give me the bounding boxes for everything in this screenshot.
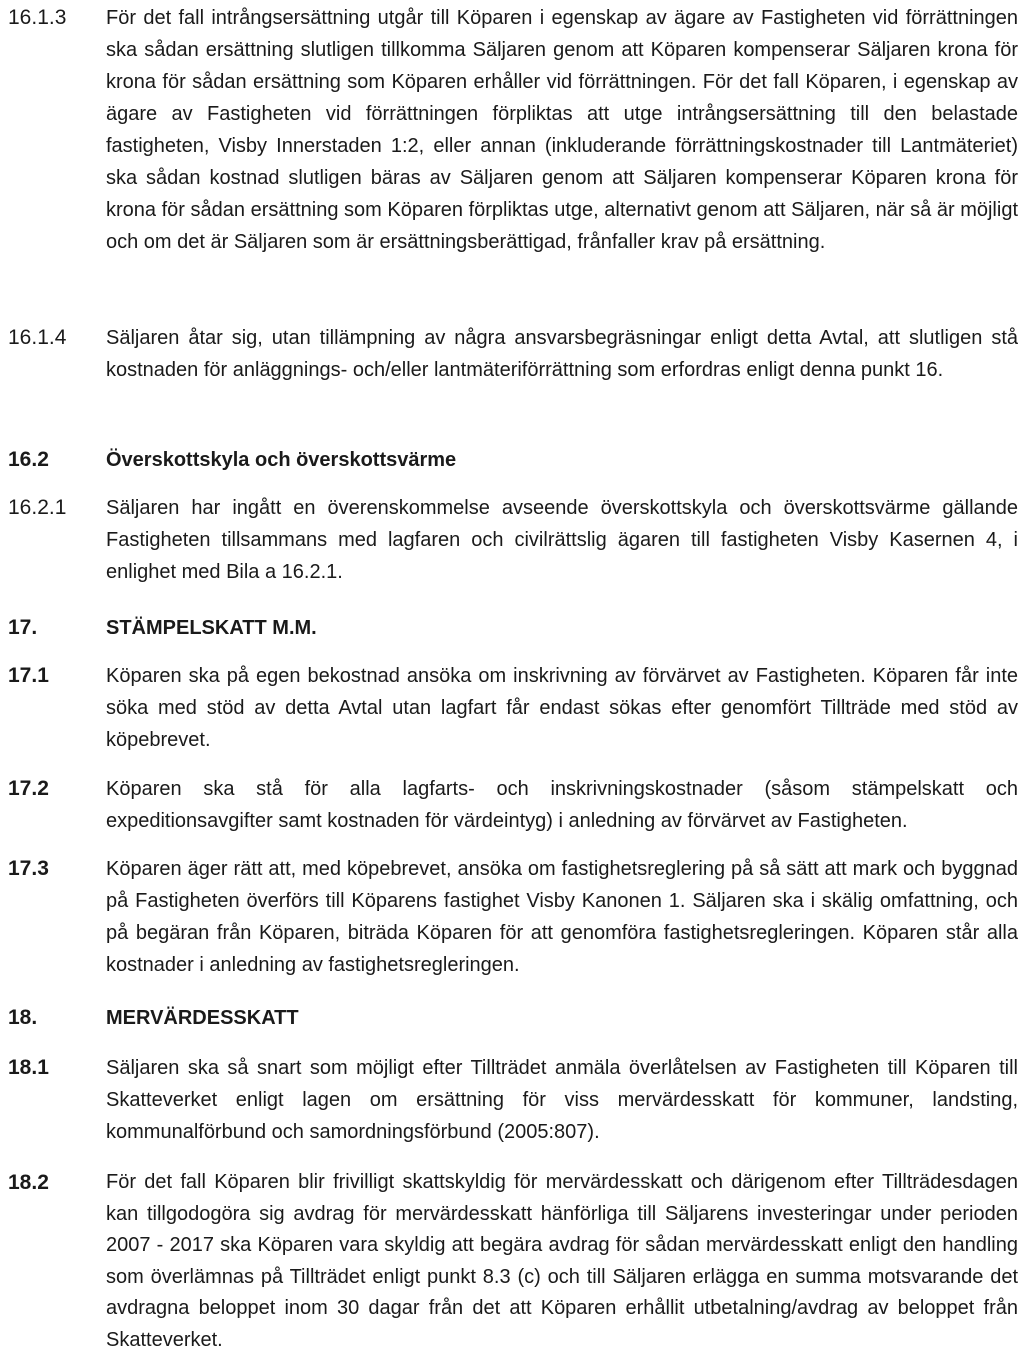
section-text: För det fall Köparen blir frivilligt skattskyldig för mervärdesskatt och därigenom efter Tillträdesdagen kan tillgodogöra sig avdrag för mervärdesskatt hänförliga till Säljarens investeringar under perioden 2007 - 2017 ska Köparen vara skyldig att begära avdrag för sådan mervärdesskatt enligt den handling som överlämnas på Tillträdet enligt punkt 8.3 (c) och till Säljaren erlägga en summa motsvarande det avdragna beloppet inom 30 dagar från det att Köparen erhållit utbetalning/avdrag av beloppet från Skatteverket. [106, 1171, 1018, 1351]
section-number: 17.3 [8, 857, 49, 880]
section-number: 16.2.1 [8, 496, 67, 519]
section-text: Köparen ska på egen bekostnad ansöka om inskrivning av förvärvet av Fastigheten. Köparen får inte söka med stöd av detta Avtal utan lagfart får endast sökas efter genomfört Tillträde med stöd av köpebrevet. [106, 665, 1018, 751]
section-text: Köparen ska stå för alla lagfarts- och inskrivningskostnader (såsom stämpelskatt och expeditionsavgifter samt kostnaden för värdeintyg) i anledning av förvärvet av Fastigheten. [106, 778, 1018, 832]
section-number: 17. [8, 616, 38, 639]
section-number: 17.2 [8, 777, 49, 800]
section-text: Säljaren åtar sig, utan tillämpning av några ansvarsbegräsningar enligt detta Avtal, att slutligen stå kostnaden för anläggnings- och/eller lantmäteriförrättning som erfordras enligt denna punkt 16. [106, 327, 1018, 381]
section-heading: STÄMPELSKATT M.M. [106, 617, 317, 639]
section-text: Säljaren ska så snart som möjligt efter Tillträdet anmäla överlåtelsen av Fastigheten till Köparen till Skatteverket enligt lagen om ersättning för viss mervärdesskatt för kommuner, landsting, kommunalförbund och samordningsförbund (2005:807). [106, 1057, 1018, 1143]
section-number: 18.2 [8, 1171, 49, 1194]
section-number: 16.2 [8, 448, 49, 471]
section-number: 17.1 [8, 664, 49, 687]
section-text: Säljaren har ingått en överenskommelse avseende överskottskyla och överskottsvärme gällande Fastigheten tillsammans med lagfaren och civilrättslig ägaren till fastigheten Visby Kasernen 4, i enlighet med Bila a 16.2.1. [106, 497, 1018, 583]
section-text: För det fall intrångsersättning utgår till Köparen i egenskap av ägare av Fastigheten vid förrättningen ska sådan ersättning slutligen tillkomma Säljaren genom att Köparen kompenserar Säljaren krona för krona för sådan ersättning som Köparen erhåller vid förrättningen. För det fall Köparen, i egenskap av ägare av Fastigheten vid förrättningen förpliktas att utge intrångsersättning till den belastade fastigheten, Visby Innerstaden 1:2, eller annan (inkluderande förrättningskostnader till Lantmäteriet) ska sådan kostnad slutligen bäras av Säljaren genom att Säljaren kompenserar Köparen krona för krona för sådan ersättning som Köparen förpliktas utge, alternativt genom att Säljaren, när så är möjligt och om det är Säljaren som är ersättningsberättigad, frånfaller krav på ersättning. [106, 7, 1018, 253]
section-text: Köparen äger rätt att, med köpebrevet, ansöka om fastighetsreglering på så sätt att mark och byggnad på Fastigheten överförs till Köparens fastighet Visby Kanonen 1. Säljaren ska i skälig omfattning, och på begäran från Köparen, biträda Köparen för att genomföra fastighetsregleringen. Köparen står alla kostnader i anledning av fastighetsregleringen. [106, 858, 1018, 976]
section-number: 16.1.3 [8, 6, 67, 29]
section-number: 18. [8, 1006, 38, 1029]
section-number: 16.1.4 [8, 326, 67, 349]
section-number: 18.1 [8, 1056, 49, 1079]
section-heading: Överskottskyla och överskottsvärme [106, 449, 457, 471]
section-heading: MERVÄRDESSKATT [106, 1007, 299, 1029]
